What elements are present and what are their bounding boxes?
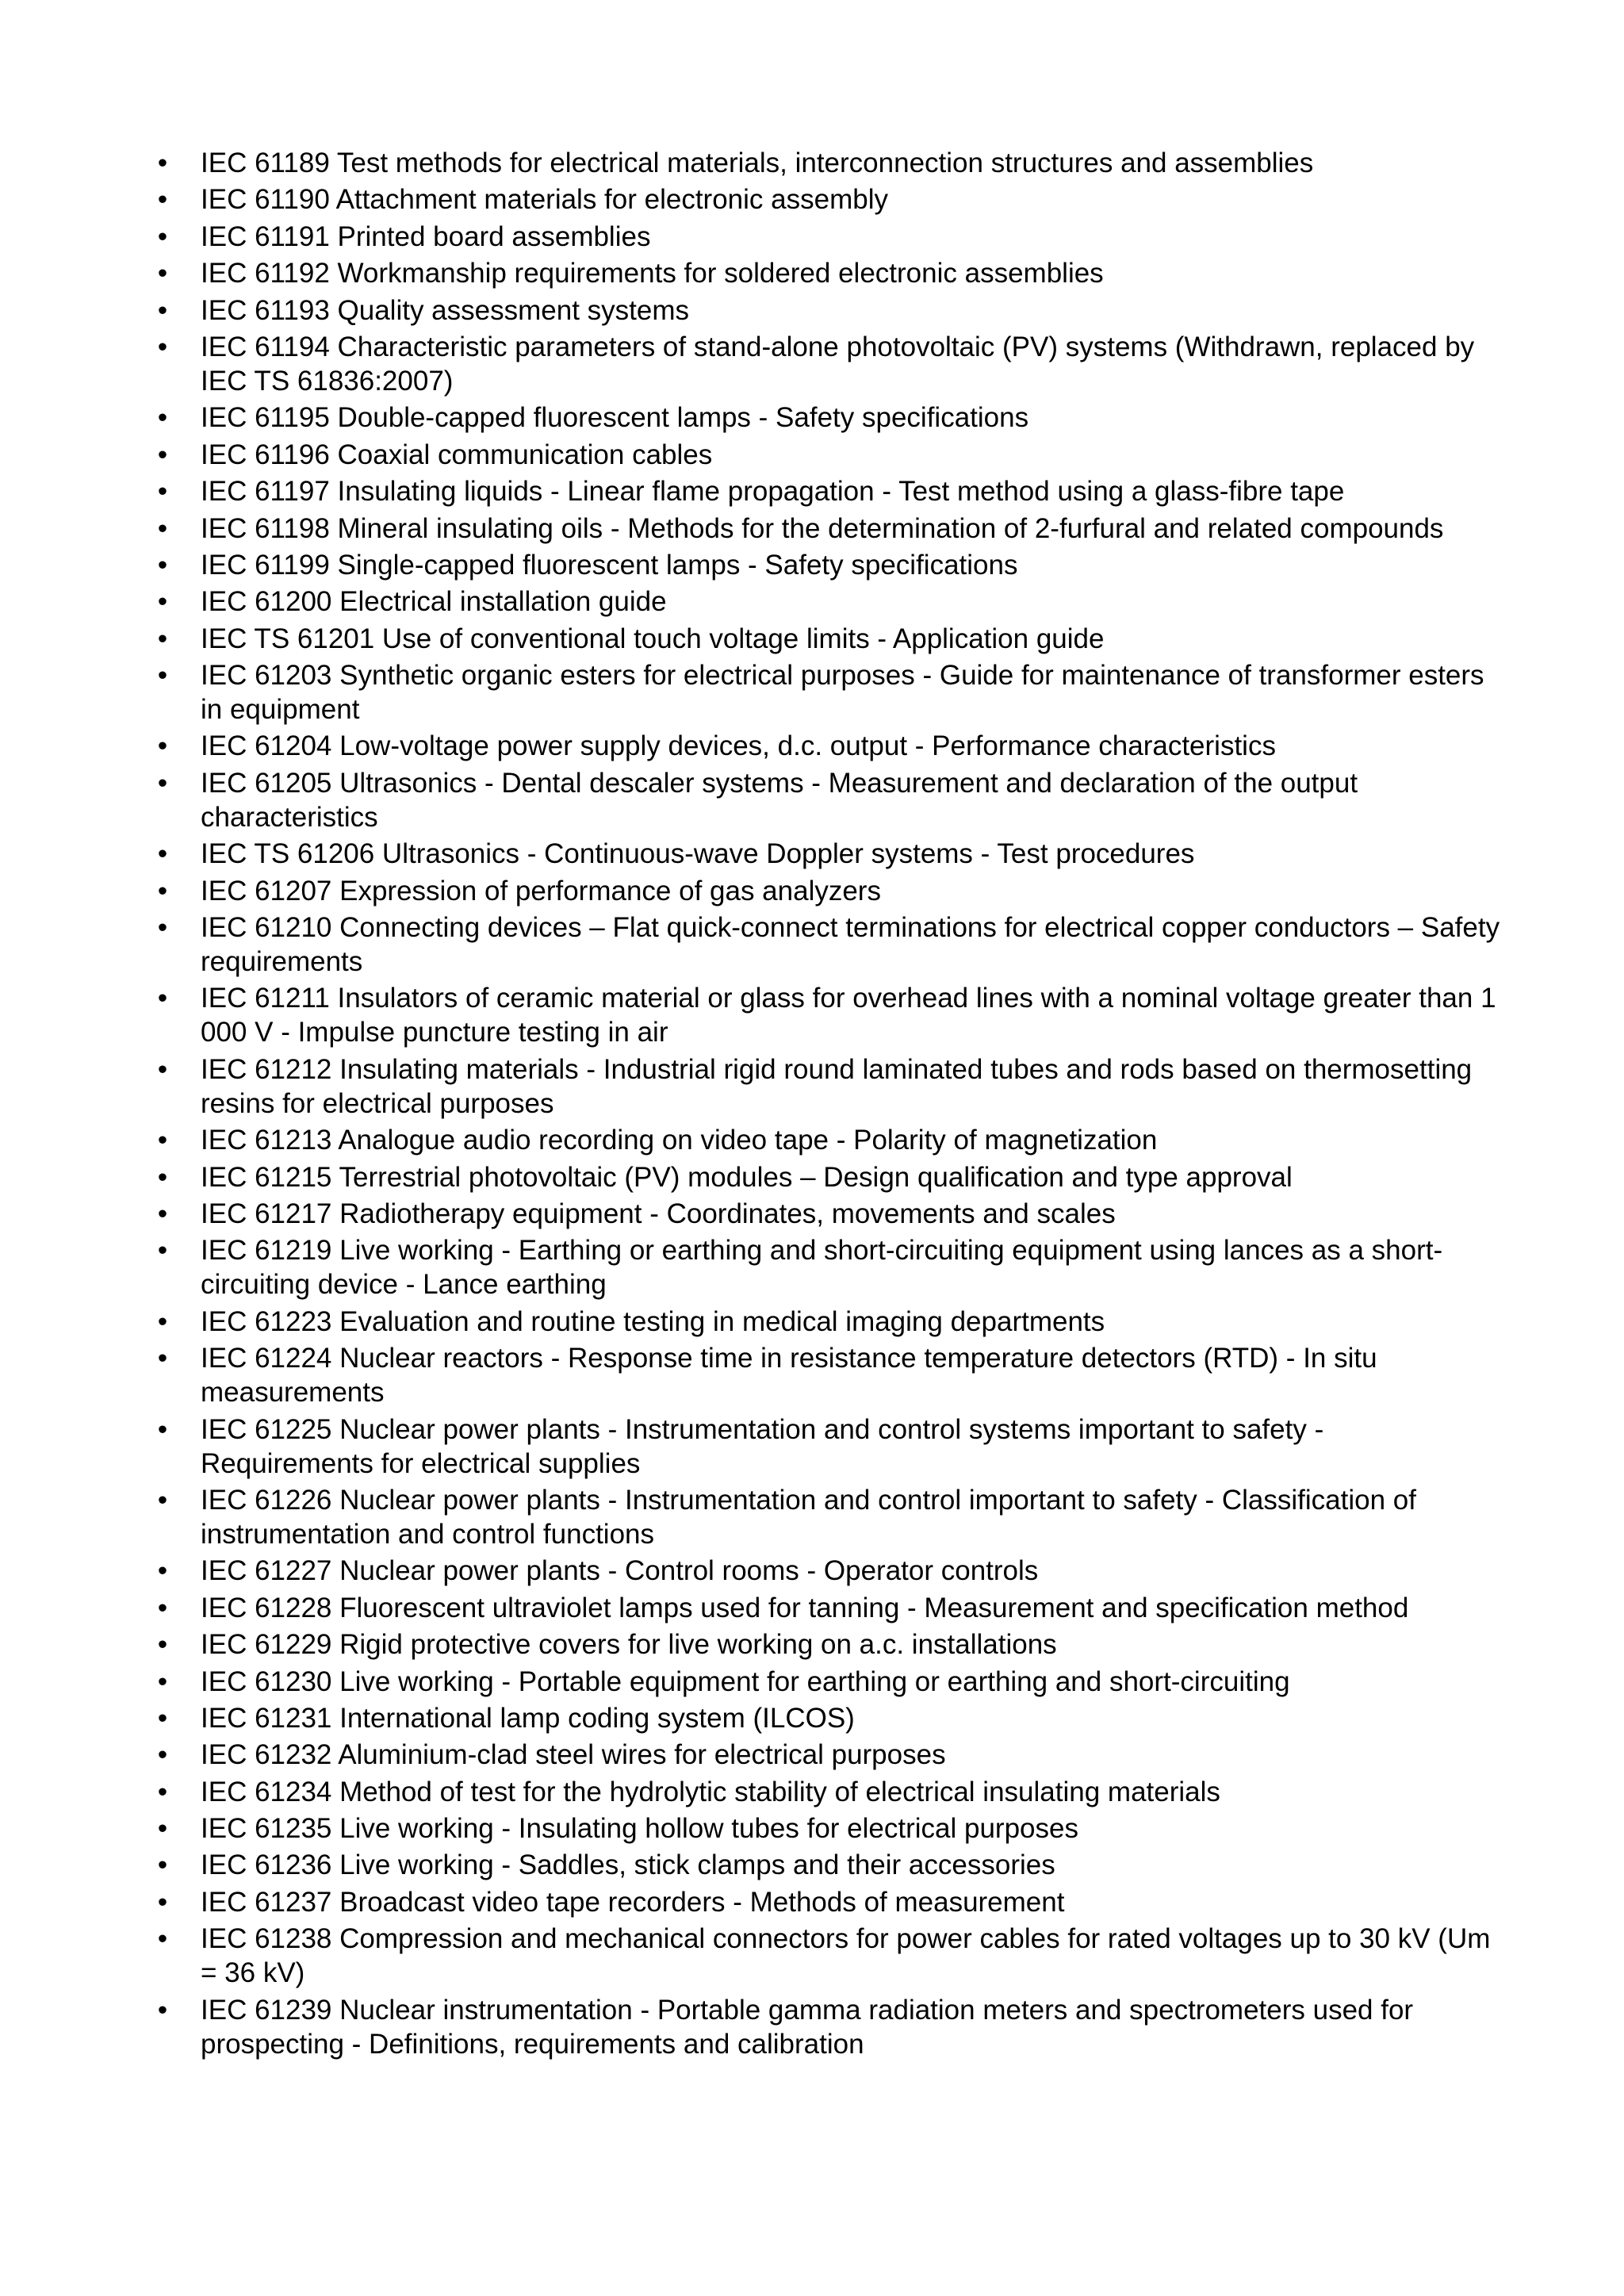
list-item-text: IEC 61205 Ultrasonics - Dental descaler systems - Measurement and declaration of the output characteristics [201,767,1358,833]
bullet-icon: • [157,1776,168,1807]
list-item [157,1554,1501,1588]
list-item [157,910,1501,979]
list-item-text: IEC 61219 Live working - Earthing or earthing and short-circuiting equipment using lances as a short-circuiting device - Lance earthing [201,1235,1443,1301]
bullet-icon: • [157,1198,168,1229]
list-item-text: IEC 61211 Insulators of ceramic material or glass for overhead lines with a nominal voltage greater than 1 000 V - Impulse puncture testing in air [201,983,1496,1048]
list-item [157,293,1501,328]
list-item-text: IEC TS 61201 Use of conventional touch voltage limits - Application guide [201,623,1105,654]
list-item [157,585,1501,619]
list-item [157,729,1501,763]
bullet-icon: • [157,912,168,944]
list-item [157,474,1501,508]
bullet-icon: • [157,1305,168,1337]
bullet-icon: • [157,1629,168,1661]
list-item [157,1412,1501,1481]
list-item-text: IEC 61227 Nuclear power plants - Control rooms - Operator controls [201,1555,1039,1587]
list-item-text: IEC 61212 Insulating materials - Industrial rigid round laminated tubes and rods based on thermosetting resins for electrical purposes [201,1053,1473,1119]
list-item [157,981,1501,1049]
list-item-text: IEC 61236 Live working - Saddles, stick clamps and their accessories [201,1849,1055,1881]
list-item-text: IEC 61199 Single-capped fluorescent lamps - Safety specifications [201,549,1018,581]
list-item [157,874,1501,908]
list-item-text: IEC 61203 Synthetic organic esters for electrical purposes - Guide for maintenance of transformer esters in equipment [201,660,1484,726]
list-item [157,438,1501,472]
bullet-icon: • [157,1343,168,1374]
list-item [157,548,1501,582]
list-item [157,622,1501,656]
list-item-text: IEC 61200 Electrical installation guide [201,586,667,618]
bullet-icon: • [157,148,168,178]
list-item [157,1305,1501,1339]
list-item-text: IEC 61196 Coaxial communication cables [201,439,713,470]
bullet-icon: • [157,258,168,289]
bullet-icon: • [157,1665,168,1697]
bullet-icon: • [157,220,168,252]
list-item [157,1052,1501,1121]
bullet-icon: • [157,660,168,692]
bullet-icon: • [157,1413,168,1445]
list-item [157,330,1501,398]
list-item [157,182,1501,217]
bullet-icon: • [157,476,168,508]
bullet-icon: • [157,439,168,470]
list-item-text: IEC 61195 Double-capped fluorescent lamps - Safety specifications [201,402,1029,434]
bullet-icon: • [157,875,168,907]
bullet-icon: • [157,331,168,362]
list-item [157,146,1501,180]
bullet-icon: • [157,1161,168,1193]
bullet-icon: • [157,402,168,434]
list-item-text: IEC 61213 Analogue audio recording on video tape - Polarity of magnetization [201,1125,1158,1156]
list-item-text: IEC 61210 Connecting devices – Flat quick-connect terminations for electrical copper conductors – Safety requirements [201,912,1500,978]
bullet-icon: • [157,1739,168,1771]
list-item [157,658,1501,726]
list-item [157,1341,1501,1409]
list-item-text: IEC 61238 Compression and mechanical connectors for power cables for rated voltages up to 30 kV (Um = 36 kV) [201,1923,1491,1989]
bullet-icon: • [157,983,168,1014]
list-item [157,1885,1501,1919]
list-item-text: IEC 61231 International lamp coding system (ILCOS) [201,1702,855,1734]
list-item [157,837,1501,871]
list-item [157,1738,1501,1772]
list-item-text: IEC 61226 Nuclear power plants - Instrumentation and control important to safety - Classification of instrumentation and control functions [201,1484,1416,1550]
list-item-text: IEC 61239 Nuclear instrumentation - Portable gamma radiation meters and spectrometers used for prospecting - Definitions, requirements and calibration [201,1994,1414,2060]
bullet-icon: • [157,184,168,216]
list-item-text: IEC 61234 Method of test for the hydrolytic stability of electrical insulating materials [201,1776,1220,1807]
list-item-text: IEC 61197 Insulating liquids - Linear flame propagation - Test method using a glass-fibre tape [201,476,1345,508]
list-item-text: IEC 61229 Rigid protective covers for live working on a.c. installations [201,1629,1057,1661]
list-item [157,1811,1501,1846]
list-item [157,401,1501,435]
bullet-icon: • [157,1994,168,2026]
bullet-icon: • [157,1886,168,1918]
list-item [157,1591,1501,1625]
list-item-text: IEC 61228 Fluorescent ultraviolet lamps used for tanning - Measurement and specification method [201,1592,1409,1623]
bullet-icon: • [157,1592,168,1623]
bullet-icon: • [157,1125,168,1156]
list-item-text: IEC 61191 Printed board assemblies [201,220,651,252]
bullet-icon: • [157,838,168,870]
bullet-icon: • [157,1555,168,1587]
list-item-text: IEC 61237 Broadcast video tape recorders - Methods of measurement [201,1886,1065,1918]
list-item-text: IEC 61198 Mineral insulating oils - Methods for the determination of 2-furfural and related compounds [201,512,1444,544]
list-item [157,1701,1501,1735]
bullet-icon: • [157,586,168,618]
list-item-text: IEC 61189 Test methods for electrical materials, interconnection structures and assemblies [201,148,1314,178]
list-item [157,1197,1501,1231]
list-item [157,1123,1501,1157]
list-item [157,1627,1501,1662]
bullet-icon: • [157,1849,168,1881]
list-item [157,220,1501,254]
list-item-text: IEC 61223 Evaluation and routine testing in medical imaging departments [201,1305,1105,1337]
bullet-icon: • [157,623,168,654]
list-item-text: IEC 61232 Aluminium-clad steel wires for electrical purposes [201,1739,946,1771]
bullet-icon: • [157,730,168,762]
list-item-text: IEC 61193 Quality assessment systems [201,294,689,326]
list-item-text: IEC 61230 Live working - Portable equipment for earthing or earthing and short-circuiting [201,1665,1290,1697]
list-item-text: IEC TS 61206 Ultrasonics - Continuous-wave Doppler systems - Test procedures [201,838,1195,870]
list-item [157,1993,1501,2061]
list-item [157,1848,1501,1882]
bullet-icon: • [157,1923,168,1955]
list-item-text: IEC 61224 Nuclear reactors - Response time in resistance temperature detectors (RTD) - In situ measurements [201,1343,1377,1409]
list-item-text: IEC 61235 Live working - Insulating hollow tubes for electrical purposes [201,1813,1078,1845]
list-item-text: IEC 61192 Workmanship requirements for soldered electronic assemblies [201,258,1104,289]
list-item [157,1233,1501,1301]
list-item [157,512,1501,546]
list-item-text: IEC 61217 Radiotherapy equipment - Coordinates, movements and scales [201,1198,1116,1229]
list-item-text: IEC 61207 Expression of performance of gas analyzers [201,875,881,907]
bullet-icon: • [157,549,168,581]
bullet-icon: • [157,767,168,799]
bullet-icon: • [157,1813,168,1845]
bullet-icon: • [157,1053,168,1085]
list-item [157,1775,1501,1809]
list-item-text: IEC 61194 Characteristic parameters of stand-alone photovoltaic (PV) systems (Withdrawn, replaced by IEC TS 61836:2007) [201,331,1475,397]
list-item [157,1665,1501,1699]
bullet-icon: • [157,512,168,544]
list-item [157,766,1501,834]
list-item-text: IEC 61204 Low-voltage power supply devices, d.c. output - Performance characteristics [201,730,1276,762]
bullet-icon: • [157,1235,168,1267]
list-item-text: IEC 61190 Attachment materials for electronic assembly [201,184,888,216]
list-item-text: IEC 61215 Terrestrial photovoltaic (PV) modules – Design qualification and type approval [201,1161,1293,1193]
list-item-text: IEC 61225 Nuclear power plants - Instrumentation and control systems important to safety - Requirements for electrical supplies [201,1413,1324,1479]
list-item [157,1922,1501,1990]
list-item [157,1160,1501,1194]
bullet-icon: • [157,294,168,326]
standards-list [157,146,1501,2064]
list-item [157,256,1501,290]
list-item [157,1483,1501,1551]
bullet-icon: • [157,1702,168,1734]
bullet-icon: • [157,1484,168,1516]
